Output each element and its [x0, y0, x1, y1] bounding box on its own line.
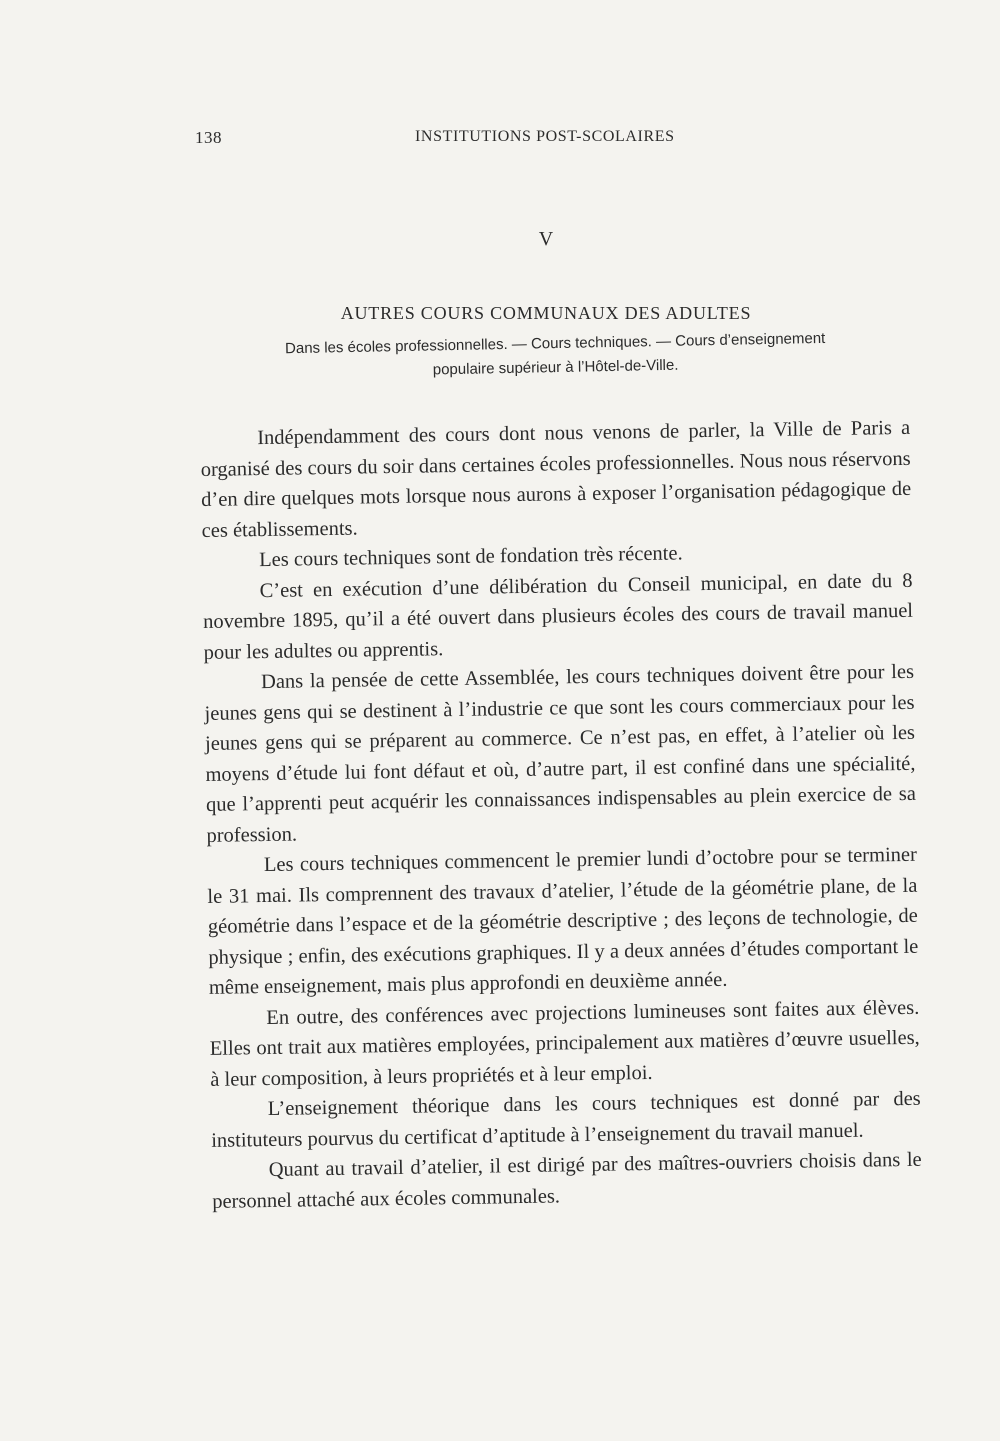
paragraph-8: Quant au travail d’atelier, il est dirigé par des maîtres-ouvriers choisis dans le personnel attaché aux écoles communales.	[212, 1148, 922, 1213]
paragraph-1: Indépendamment des cours dont nous venons de parler, la Ville de Paris a organisé des cours du soir dans certaines écoles professionnelles. Nous nous réservons d’en dire quelques mots lorsque nous aurons à exposer l’organisation pédagogique de ces établissements.	[200, 416, 912, 542]
section-numeral: V	[538, 228, 554, 250]
running-title: INSTITUTIONS POST-SCOLAIRES	[415, 128, 675, 145]
section-summary-line-1: Dans les écoles professionnelles. — Cours techniques. — Cours d’enseignement	[284, 329, 826, 358]
paragraph-5: Les cours techniques commencent le premier lundi d’octobre pour se terminer le 31 mai. Ils comprennent des travaux d’atelier, l’étude de la géométrie plane, de la géométrie dans l’espace et de la géométrie descriptive ; des leçons de technologie, de physique ; enfin, des exécutions graphiques. Il y a deux années d’études comportant le même enseignement, mais plus approfondi en deuxième année.	[207, 843, 919, 999]
paragraph-2: Les cours techniques sont de fondation très récente.	[258, 542, 683, 572]
section-summary	[245, 326, 866, 386]
page-number: 138	[195, 128, 222, 147]
section-summary-line-2: populaire supérieur à l’Hôtel-de-Ville.	[432, 356, 679, 379]
paragraph-4: Dans la pensée de cette Assemblée, les cours techniques doivent être pour les jeunes gens qui se destinent à l’industrie ce que sont les cours commerciaux pour les jeunes gens qui se préparent au commerce. Ce n’est pas, en effet, à l’atelier où les moyens d’étude lui font défaut et où, d’autre part, il est confiné dans une spécialité, que l’apprenti peut acquérir les connaissances indispensables au plein exercice de sa profession.	[204, 660, 917, 847]
paragraph-7: L’enseignement théorique dans les cours techniques est donné par des instituteurs pourvus du certificat d’aptitude à l’enseignement du travail manuel.	[211, 1087, 921, 1152]
body-text	[200, 413, 922, 1217]
paragraph-6: En outre, des conférences avec projections lumineuses sont faites aux élèves. Elles ont trait aux matières employées, principalement aux matières d’œuvre usuelles, à leur composition, à leurs propriétés et à leur emploi.	[209, 996, 920, 1091]
running-head	[195, 128, 895, 156]
section-title: AUTRES COURS COMMUNAUX DES ADULTES	[340, 303, 752, 323]
paragraph-3: C’est en exécution d’une délibération du Conseil municipal, en date du 8 novembre 1895, qu’il a été ouvert dans plusieurs écoles des cours de travail manuel pour les adultes ou apprentis.	[202, 569, 914, 664]
